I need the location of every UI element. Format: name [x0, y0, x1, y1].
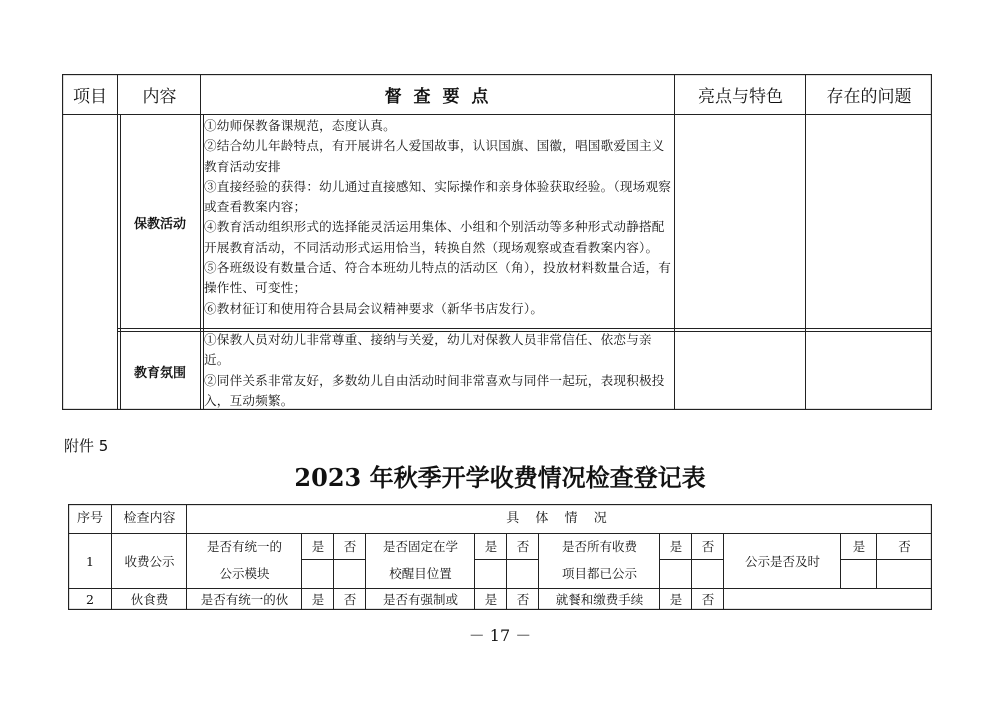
row1-q2-line1: 是否固定在学 — [382, 539, 458, 554]
row1-q1-line2: 公示模块 — [219, 566, 270, 581]
row1-q4-yes: 是 — [852, 539, 866, 554]
fee-inspection-table — [68, 504, 932, 610]
content-teaching-activities: 保教活动 — [133, 216, 186, 232]
teaching-point: ④教育活动组织形式的选择能灵活运用集体、小组和个别活动等多种形式动静搭配开展教育活动，不同活动形式运用恰当，转换自然（现场观察或查看教案内容）。 — [204, 219, 665, 255]
header-details: 具 体 情 况 — [506, 511, 613, 526]
row2-q1-no: 否 — [343, 591, 357, 607]
row2-serial: 2 — [86, 591, 94, 607]
atmosphere-points-list — [204, 330, 672, 411]
teaching-point: ⑤各班级设有数量合适、符合本班幼儿特点的活动区（角），投放材料数量合适，有操作性、可变性； — [204, 260, 672, 296]
annex-label: 附件 5 — [64, 437, 109, 455]
teaching-point: ①幼师保教备课规范，态度认真。 — [204, 118, 396, 133]
row1-q1-no: 否 — [343, 539, 357, 554]
row2-q3: 就餐和缴费手续 — [555, 591, 644, 607]
teaching-point: ③直接经验的获得：幼儿通过直接感知、实际操作和亲身体验获取经验。（现场观察或查看教案内容； — [204, 178, 672, 215]
row1-q2-line2: 校醒目位置 — [389, 566, 452, 581]
row2-q2: 是否有强制或 — [382, 591, 458, 607]
row1-q2-yes: 是 — [484, 539, 498, 554]
row1-serial: 1 — [86, 553, 94, 569]
row1-q4-no: 否 — [898, 539, 911, 554]
atmosphere-point: ②同伴关系非常友好，多数幼儿自由活动时间非常喜欢与同伴一起玩，表现积极投入，互动频繁。 — [204, 372, 665, 408]
content-education-atmosphere: 教育氛围 — [133, 365, 186, 381]
row1-item: 收费公示 — [124, 553, 175, 569]
atmosphere-point: ①保教人员对幼儿非常尊重、接纳与关爱，幼儿对保教人员非常信任、依恋与亲近。 — [204, 332, 652, 368]
row1-q1-yes: 是 — [311, 539, 325, 554]
teaching-point: ⑥教材征订和使用符合县局会议精神要求（新华书店发行）。 — [204, 300, 544, 316]
row2-item: 伙食费 — [130, 591, 169, 607]
row1-q3-line2: 项目都已公示 — [561, 566, 637, 581]
row1-q3-line1: 是否所有收费 — [561, 539, 637, 554]
header-check-item: 检查内容 — [123, 511, 176, 526]
teaching-points-list — [204, 116, 672, 319]
page-number: － 17 － — [468, 626, 532, 645]
header-inspection-points: 督 查 要 点 — [384, 86, 492, 107]
row2-q1-yes: 是 — [311, 591, 325, 607]
row1-q1-line1: 是否有统一的 — [206, 539, 282, 554]
row1-q4: 公示是否及时 — [744, 553, 820, 569]
row1-q2-no: 否 — [516, 539, 530, 554]
row1-q3-yes: 是 — [669, 539, 683, 554]
header-highlights: 亮点与特色 — [698, 86, 783, 107]
row2-q2-no: 否 — [516, 591, 530, 607]
header-project: 项目 — [73, 86, 107, 107]
row1-q3-no: 否 — [701, 539, 715, 554]
row2-q3-no: 否 — [701, 591, 715, 607]
form-title: 2023 年秋季开学收费情况检查登记表 — [294, 463, 706, 492]
header-content: 内容 — [142, 86, 177, 107]
row2-q1: 是否有统一的伙 — [200, 591, 289, 607]
header-serial: 序号 — [76, 511, 103, 526]
header-problems: 存在的问题 — [826, 86, 912, 107]
row2-q3-yes: 是 — [669, 591, 683, 607]
row2-q2-yes: 是 — [484, 591, 498, 607]
teaching-point: ②结合幼儿年龄特点，有开展讲名人爱国故事，认识国旗、国徽，唱国歌爱国主义教育活动安排 — [204, 138, 665, 174]
inspection-points-table — [62, 74, 932, 410]
